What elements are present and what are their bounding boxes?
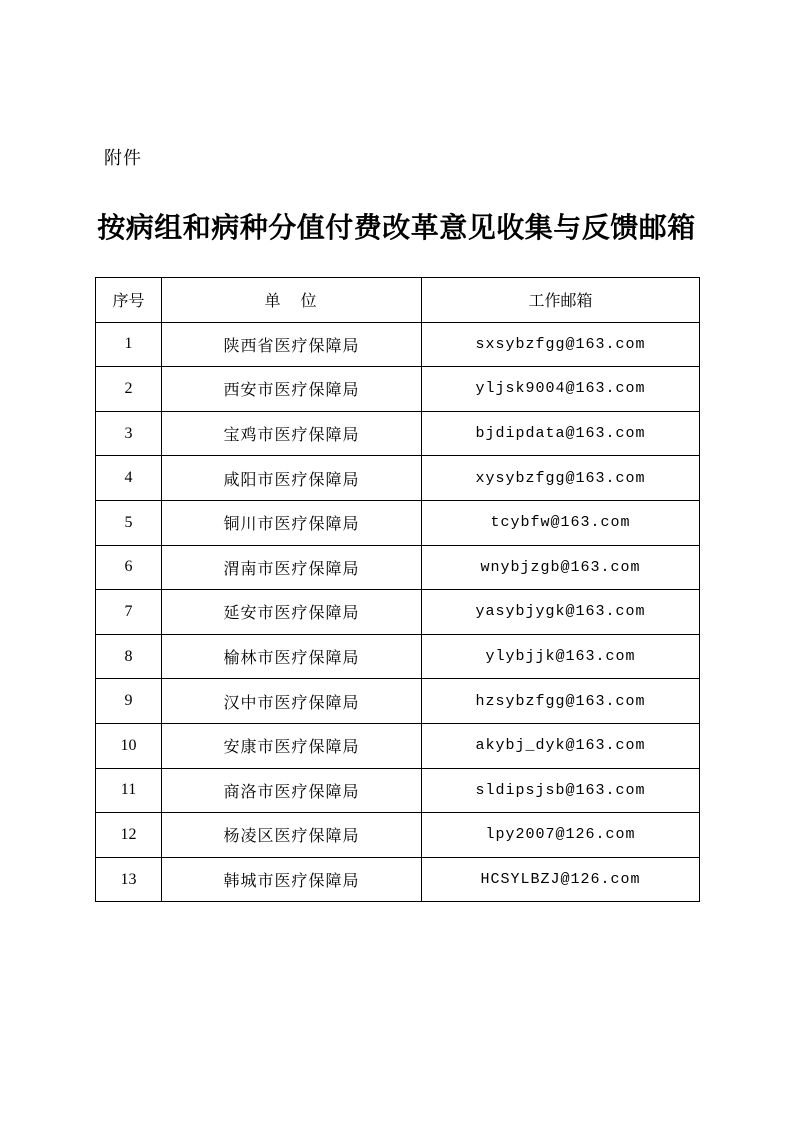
table-row bbox=[96, 500, 700, 545]
attachment-label: 附件 bbox=[104, 148, 142, 169]
email-address-cell: ylybjjk@163.com bbox=[422, 634, 700, 679]
table-body bbox=[96, 322, 700, 902]
unit-name-cell: 咸阳市医疗保障局 bbox=[162, 456, 422, 501]
table-row bbox=[96, 857, 700, 902]
serial-number-cell: 11 bbox=[96, 768, 162, 813]
table-row bbox=[96, 679, 700, 724]
table-row bbox=[96, 768, 700, 813]
unit-name-cell: 商洛市医疗保障局 bbox=[162, 768, 422, 813]
serial-number-cell: 6 bbox=[96, 545, 162, 590]
serial-number-cell: 13 bbox=[96, 857, 162, 902]
table-row bbox=[96, 723, 700, 768]
serial-number-cell: 4 bbox=[96, 456, 162, 501]
table-row bbox=[96, 322, 700, 367]
unit-name-cell: 榆林市医疗保障局 bbox=[162, 634, 422, 679]
email-address-cell: sldipsjsb@163.com bbox=[422, 768, 700, 813]
serial-number-cell: 8 bbox=[96, 634, 162, 679]
email-address-cell: bjdipdata@163.com bbox=[422, 411, 700, 456]
email-address-cell: yljsk9004@163.com bbox=[422, 367, 700, 412]
email-address-cell: hzsybzfgg@163.com bbox=[422, 679, 700, 724]
serial-number-cell: 2 bbox=[96, 367, 162, 412]
feedback-email-table bbox=[95, 277, 700, 902]
table-row bbox=[96, 456, 700, 501]
email-address-cell: xysybzfgg@163.com bbox=[422, 456, 700, 501]
unit-name-cell: 韩城市医疗保障局 bbox=[162, 857, 422, 902]
serial-number-cell: 12 bbox=[96, 813, 162, 858]
table-row bbox=[96, 545, 700, 590]
table-row bbox=[96, 634, 700, 679]
email-address-cell: yasybjygk@163.com bbox=[422, 590, 700, 635]
email-address-cell: HCSYLBZJ@126.com bbox=[422, 857, 700, 902]
unit-name-cell: 陕西省医疗保障局 bbox=[162, 322, 422, 367]
serial-number-cell: 10 bbox=[96, 723, 162, 768]
table-row bbox=[96, 813, 700, 858]
unit-name-cell: 汉中市医疗保障局 bbox=[162, 679, 422, 724]
serial-number-cell: 7 bbox=[96, 590, 162, 635]
table-row bbox=[96, 367, 700, 412]
unit-name-cell: 铜川市医疗保障局 bbox=[162, 500, 422, 545]
unit-name-cell: 宝鸡市医疗保障局 bbox=[162, 411, 422, 456]
email-address-cell: tcybfw@163.com bbox=[422, 500, 700, 545]
unit-name-cell: 渭南市医疗保障局 bbox=[162, 545, 422, 590]
email-address-cell: wnybjzgb@163.com bbox=[422, 545, 700, 590]
email-address-cell: sxsybzfgg@163.com bbox=[422, 322, 700, 367]
email-address-cell: lpy2007@126.com bbox=[422, 813, 700, 858]
serial-number-cell: 9 bbox=[96, 679, 162, 724]
email-address-cell: akybj_dyk@163.com bbox=[422, 723, 700, 768]
page-title: 按病组和病种分值付费改革意见收集与反馈邮箱 bbox=[97, 211, 696, 244]
table-header-row bbox=[96, 278, 700, 323]
header-serial-number: 序号 bbox=[96, 278, 162, 323]
unit-name-cell: 延安市医疗保障局 bbox=[162, 590, 422, 635]
serial-number-cell: 1 bbox=[96, 322, 162, 367]
unit-name-cell: 西安市医疗保障局 bbox=[162, 367, 422, 412]
unit-name-cell: 安康市医疗保障局 bbox=[162, 723, 422, 768]
serial-number-cell: 5 bbox=[96, 500, 162, 545]
header-unit: 单 位 bbox=[162, 278, 422, 323]
table-row bbox=[96, 411, 700, 456]
table-row bbox=[96, 590, 700, 635]
unit-name-cell: 杨凌区医疗保障局 bbox=[162, 813, 422, 858]
header-work-email: 工作邮箱 bbox=[422, 278, 700, 323]
serial-number-cell: 3 bbox=[96, 411, 162, 456]
